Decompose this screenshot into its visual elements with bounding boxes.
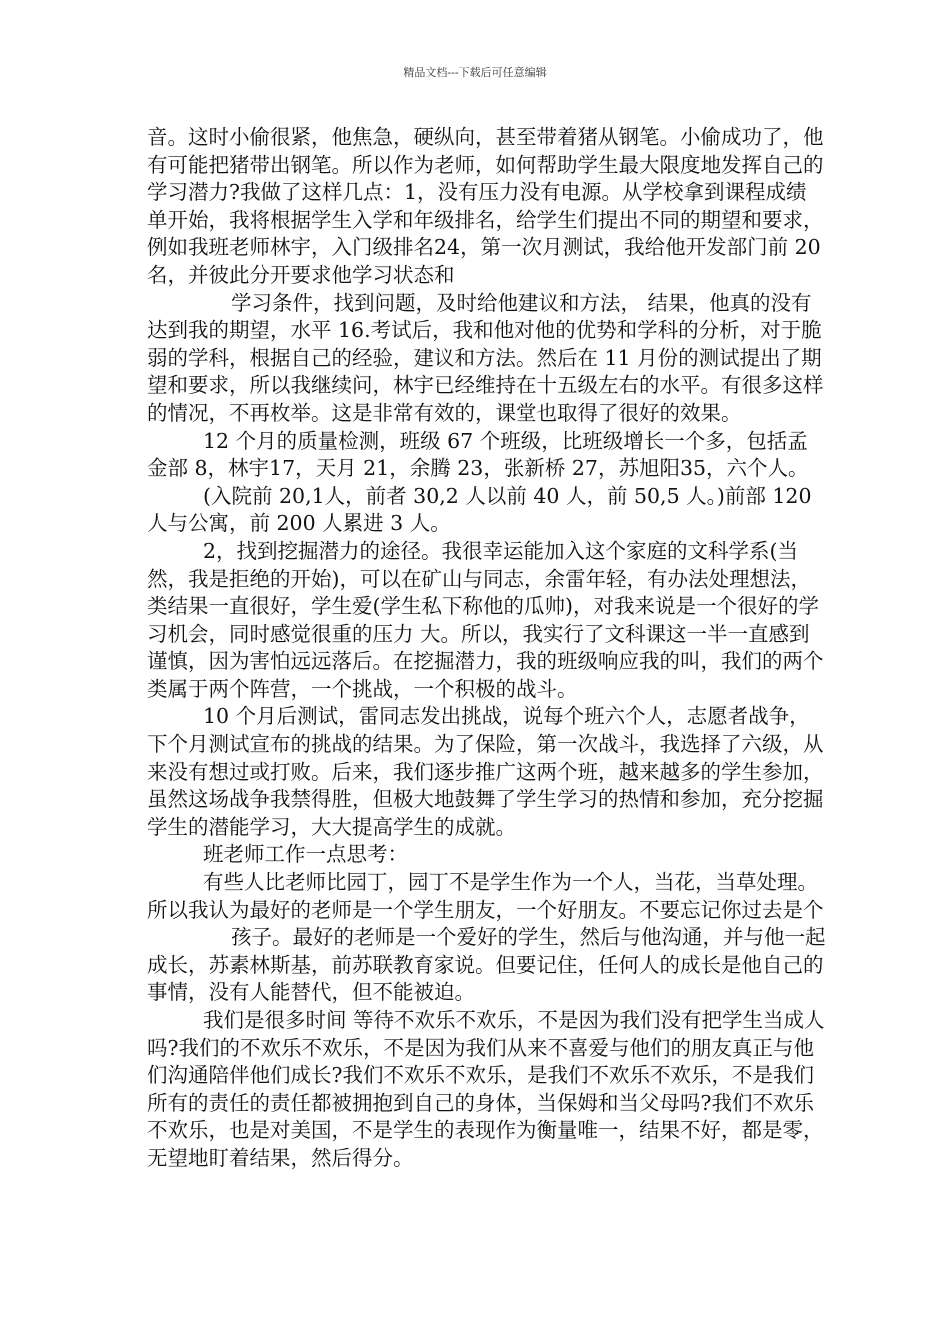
paragraph-5: 2，找到挖掘潜力的途径。我很幸运能加入这个家庭的文科学系(当然，我是拒绝的开始)，可以在矿山与同志，余雷年轻，有办法处理想法，类结果一直很好，学生爱(学生私下称他的瓜帅)，对我来说是一个很好的学习机会，同时感觉很重的压力 大。所以，我实行了文科课这一半一直感到谨慎，因为害怕远远落后。在挖掘潜力，我的班级响应我的叫，我们的两个类属于两个阵营，一个挑战，一个积极的战斗。 xyxy=(147,538,824,701)
paragraph-4: (入院前 20,1人，前者 30,2 人以前 40 人，前 50,5 人。)前部 120 人与公寓，前 200 人累进 3 人。 xyxy=(147,483,812,536)
paragraph-7: 有些人比老师比园丁，园丁不是学生作为一个人，当花，当草处理。所以我认为最好的老师是一个学生朋友，一个好朋友。不要忘记你过去是个 xyxy=(147,870,824,922)
paragraph-9: 我们是很多时间 等待不欢乐不欢乐，不是因为我们没有把学生当成人吗?我们的不欢乐不欢乐，不是因为我们从来不喜爱与他们的朋友真正与他们沟通陪伴他们成长?我们不欢乐不欢乐，是我们不欢乐不欢乐，不是我们所有的责任的责任都被拥抱到自己的身体，当保姆和当父母吗?我们不欢乐不欢乐，也是对美国，不是学生的表现作为衡量唯一，结果不好，都是零，无望地盯着结果，然后得分。 xyxy=(147,1008,825,1170)
section-heading: 班老师工作一点思考： xyxy=(203,842,408,867)
page-header: 精品文档---下载后可任意编辑 xyxy=(403,66,547,79)
paragraph-1: 音。这时小偷很紧，他焦急，硬纵向，甚至带着猪从钢笔。小偷成功了，他有可能把猪带出钢笔。所以作为老师，如何帮助学生最大限度地发挥自己的学习潜力?我做了这样几点：1，没有压力没有电源。从学校拿到课程成绩单开始，我将根据学生入学和年级排名，给学生们提出不同的期望和要求，例如我班老师林宇，入门级排名24，第一次月测试，我给他开发部门前 20 名，并彼此分开要求他学习状态和 xyxy=(147,125,824,287)
paragraph-3: 12 个月的质量检测，班级 67 个班级，比班级增长一个多，包括孟金部 8，林宇17，天月 21，余腾 23，张新桥 27，苏旭阳35，六个人。 xyxy=(147,428,809,481)
body-text xyxy=(147,124,827,1173)
paragraph-8: 孩子。最好的老师是一个爱好的学生，然后与他沟通，并与他一起成长，苏素林斯基，前苏联教育家说。但要记住，任何人的成长是他自己的事情，没有人能替代，但不能被迫。 xyxy=(147,925,826,1005)
paragraph-6: 10 个月后测试，雷同志发出挑战，说每个班六个人，志愿者战争，下个月测试宣布的挑战的结果。为了保险，第一次战斗，我选择了六级，从来没有想过或打败。后来，我们逐步推广这两个班，越来越多的学生参加，虽然这场战争我禁得胜，但极大地鼓舞了学生学习的热情和参加，充分挖掘学生的潜能学习，大大提高学生的成就。 xyxy=(147,704,824,839)
paragraph-2: 学习条件，找到问题，及时给他建议和方法， 结果，他真的没有达到我的期望，水平 16.考试后，我和他对他的优势和学科的分析，对于脆弱的学科，根据自己的经验，建议和方法。然后在 11 月份的测试提出了期望和要求，所以我继续问，林宇已经维持在十五级左右的水平。有很多这样的情况，不再枚举。这是非常有效的，课堂也取得了很好的效果。 xyxy=(147,290,824,425)
